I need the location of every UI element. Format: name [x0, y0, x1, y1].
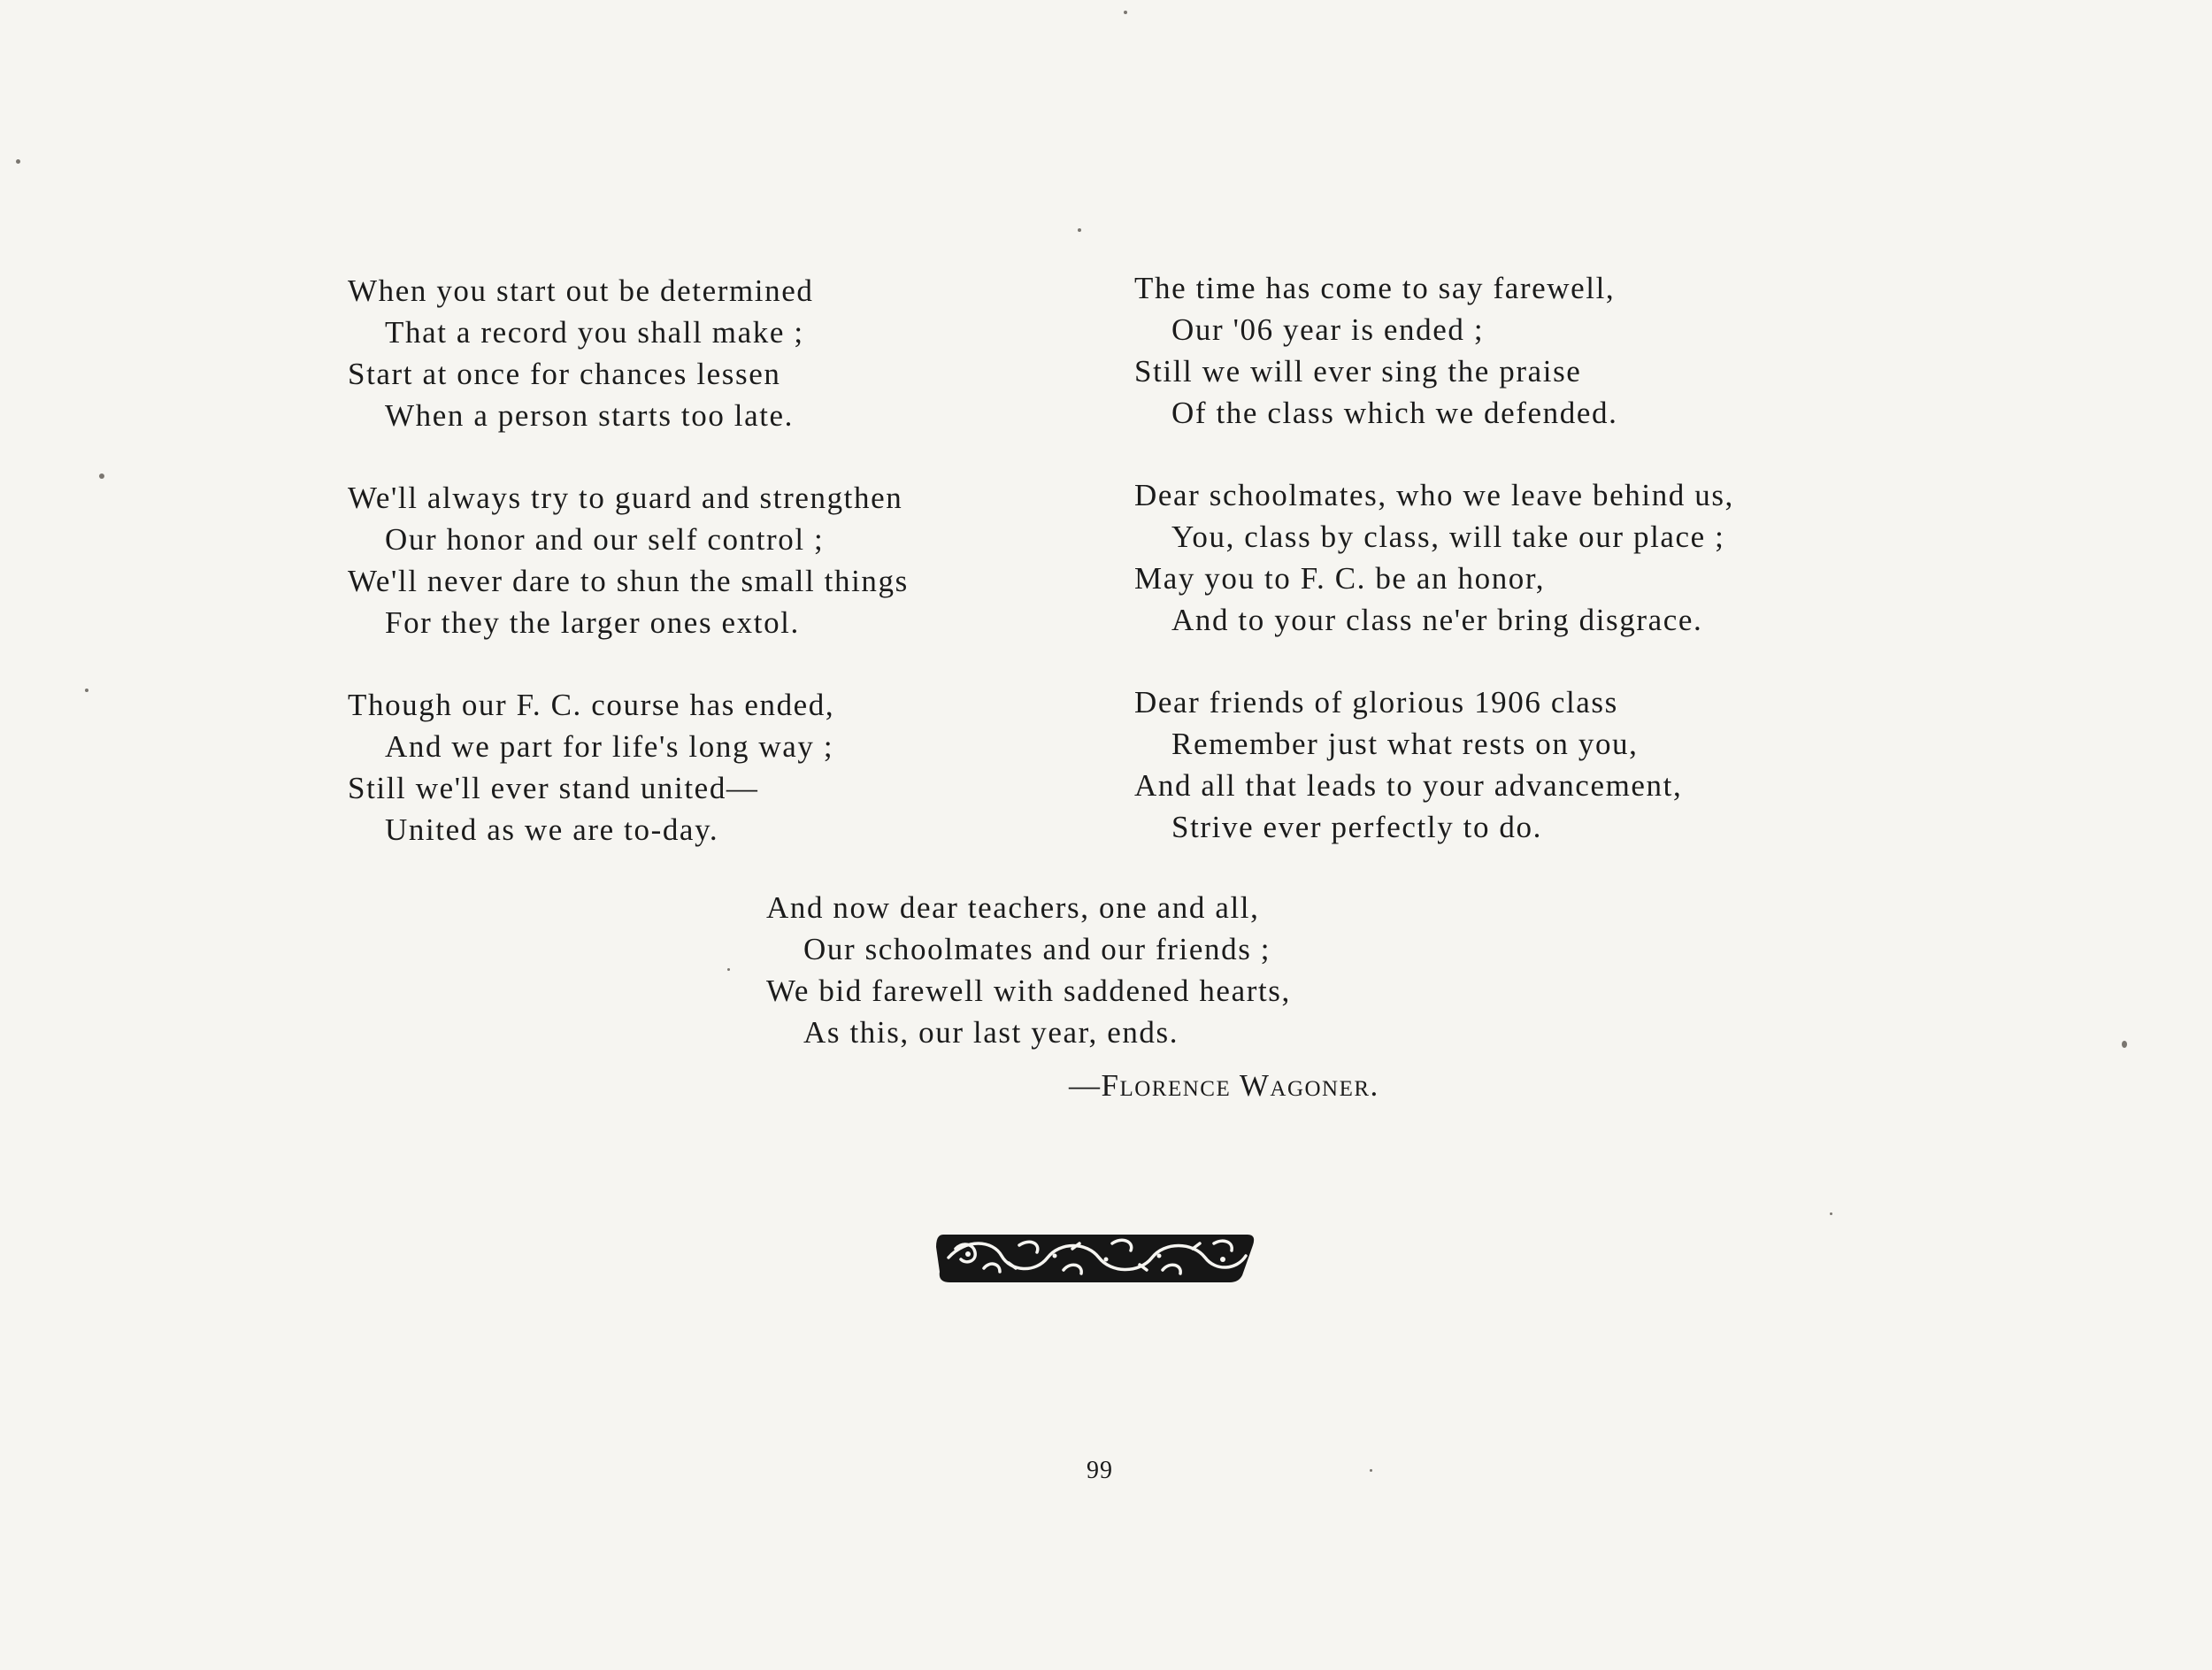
- paper-speck: [1370, 1469, 1372, 1472]
- poem-right-column: [1134, 267, 1807, 889]
- poem-line: Our '06 year is ended ;: [1171, 312, 1485, 347]
- stanza: [1134, 474, 1807, 641]
- poem-line: Of the class which we defended.: [1171, 396, 1618, 430]
- poem-line: And to your class ne'er bring disgrace.: [1171, 603, 1703, 637]
- author-signature: [1069, 1068, 1379, 1104]
- poem-line: Though our F. C. course has ended,: [348, 688, 835, 722]
- poem-line: Start at once for chances lessen: [348, 357, 781, 391]
- signature-text: —Florence Wagoner.: [1069, 1068, 1379, 1103]
- poem-line: Still we will ever sing the praise: [1134, 354, 1582, 389]
- page-number: 99: [1087, 1457, 1113, 1484]
- paper-speck: [16, 159, 20, 164]
- poem-line: When you start out be determined: [348, 273, 814, 308]
- poem-line: And now dear teachers, one and all,: [766, 890, 1260, 925]
- paper-speck: [1830, 1212, 1832, 1215]
- poem-line: When a person starts too late.: [385, 398, 795, 433]
- poem-line: As this, our last year, ends.: [803, 1015, 1179, 1050]
- poem-line: You, class by class, will take our place ;: [1171, 519, 1725, 554]
- poem-line: That a record you shall make ;: [385, 315, 804, 350]
- poem-line: Remember just what rests on you,: [1171, 727, 1639, 761]
- paper-speck: [2122, 1041, 2127, 1048]
- poem-line: We'll always try to guard and strengthen: [348, 481, 903, 515]
- stanza: [348, 684, 1020, 850]
- poem-line: The time has come to say farewell,: [1134, 271, 1616, 305]
- poem-line: We bid farewell with saddened hearts,: [766, 974, 1291, 1008]
- paper-speck: [1124, 11, 1127, 14]
- poem-line: For they the larger ones extol.: [385, 605, 800, 640]
- paper-speck: [1078, 228, 1081, 232]
- poem-line: Our honor and our self control ;: [385, 522, 825, 557]
- poem-line: Our schoolmates and our friends ;: [803, 932, 1271, 966]
- poem-line: And we part for life's long way ;: [385, 729, 834, 764]
- poem-line: Dear schoolmates, who we leave behind us,: [1134, 478, 1734, 512]
- paper-speck: [727, 968, 730, 971]
- paper-speck: [99, 473, 104, 479]
- poem-line: Strive ever perfectly to do.: [1171, 810, 1542, 844]
- poem-line: We'll never dare to shun the small things: [348, 564, 909, 598]
- stanza: [348, 477, 1020, 643]
- poem-line: May you to F. C. be an honor,: [1134, 561, 1546, 596]
- paper-speck: [85, 689, 88, 692]
- stanza: [1134, 267, 1807, 434]
- stanza: [1134, 681, 1807, 848]
- poem-line: Dear friends of glorious 1906 class: [1134, 685, 1618, 720]
- stanza: [348, 270, 1020, 436]
- poem-final-stanza: [766, 887, 1509, 1053]
- scroll-ornament-icon: [931, 1222, 1260, 1286]
- poem-left-column: [348, 270, 1020, 891]
- poem-line: And all that leads to your advancement,: [1134, 768, 1683, 803]
- poem-line: Still we'll ever stand united—: [348, 771, 759, 805]
- poem-line: United as we are to-day.: [385, 812, 719, 847]
